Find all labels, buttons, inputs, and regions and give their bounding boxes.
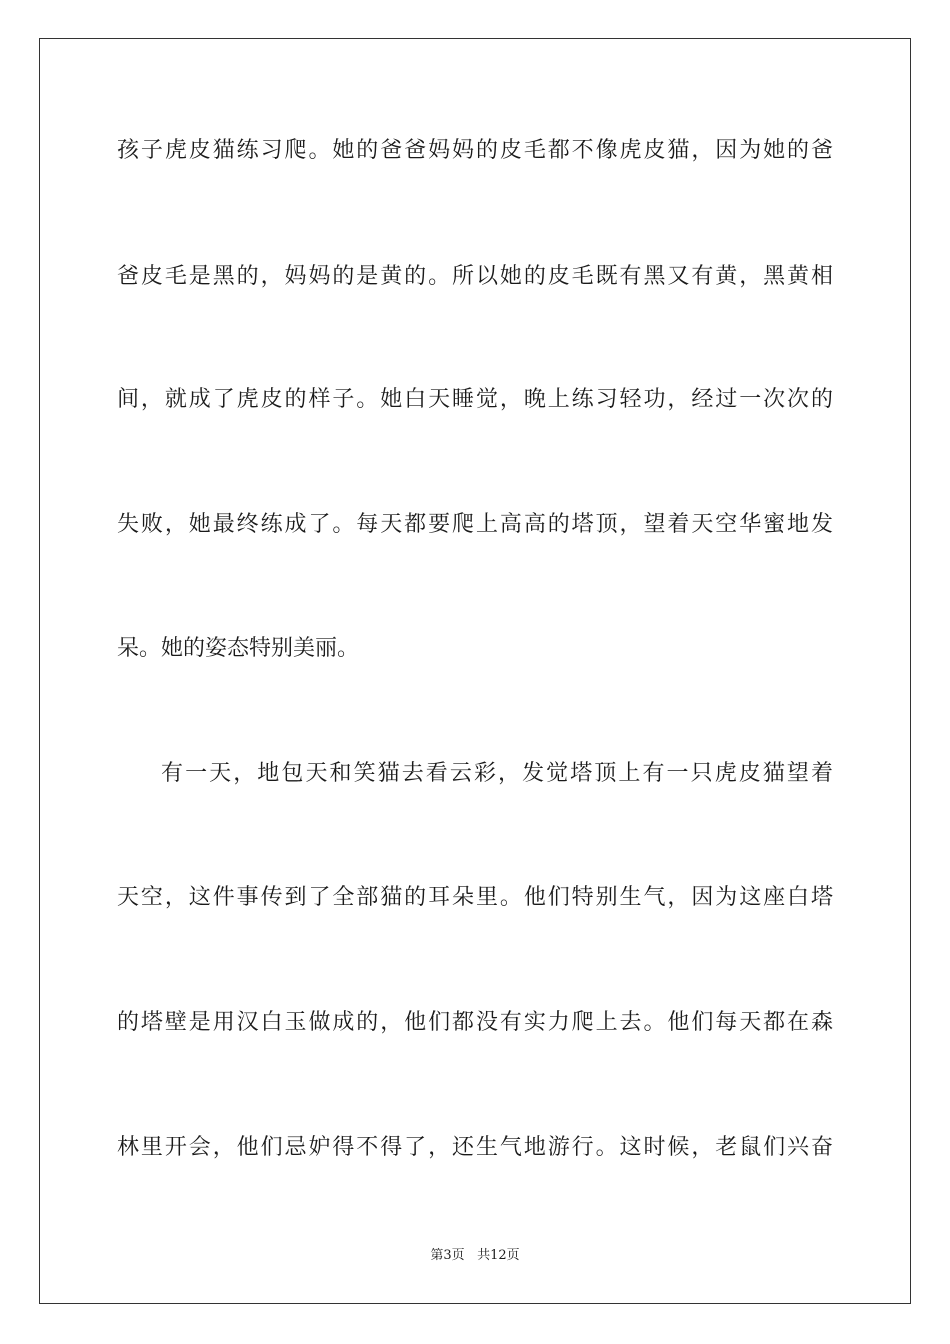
page-suffix: 页	[451, 1248, 465, 1263]
paragraph-2-line-1: 有一天，地包天和笑猫去看云彩，发觉塔顶上有一只虎皮猫望着	[161, 761, 833, 786]
page-border	[39, 38, 911, 1304]
text-line-9: 林里开会，他们忌妒得不得了，还生气地游行。这时候，老鼠们兴奋	[117, 1135, 833, 1160]
total-prefix: 共	[477, 1248, 491, 1263]
page-prefix: 第	[430, 1248, 444, 1263]
page-number: 3	[443, 1248, 452, 1263]
text-line-8: 的塔壁是用汉白玉做成的，他们都没有实力爬上去。他们每天都在森	[117, 1010, 833, 1035]
text-line-7: 天空，这件事传到了全部猫的耳朵里。他们特别生气，因为这座白塔	[117, 885, 833, 910]
text-line-2: 爸皮毛是黑的，妈妈的是黄的。所以她的皮毛既有黑又有黄，黑黄相	[117, 264, 833, 289]
text-line-5: 呆。她的姿态特别美丽。	[117, 636, 360, 661]
page-footer	[0, 1247, 950, 1265]
text-line-4: 失败，她最终练成了。每天都要爬上高高的塔顶，望着天空华蜜地发	[117, 512, 833, 537]
text-line-1: 孩子虎皮猫练习爬。她的爸爸妈妈的皮毛都不像虎皮猫，因为她的爸	[117, 138, 833, 163]
text-line-3: 间，就成了虎皮的样子。她白天睡觉，晚上练习轻功，经过一次次的	[117, 387, 833, 412]
total-pages: 12	[490, 1248, 507, 1263]
total-suffix: 页	[506, 1248, 520, 1263]
